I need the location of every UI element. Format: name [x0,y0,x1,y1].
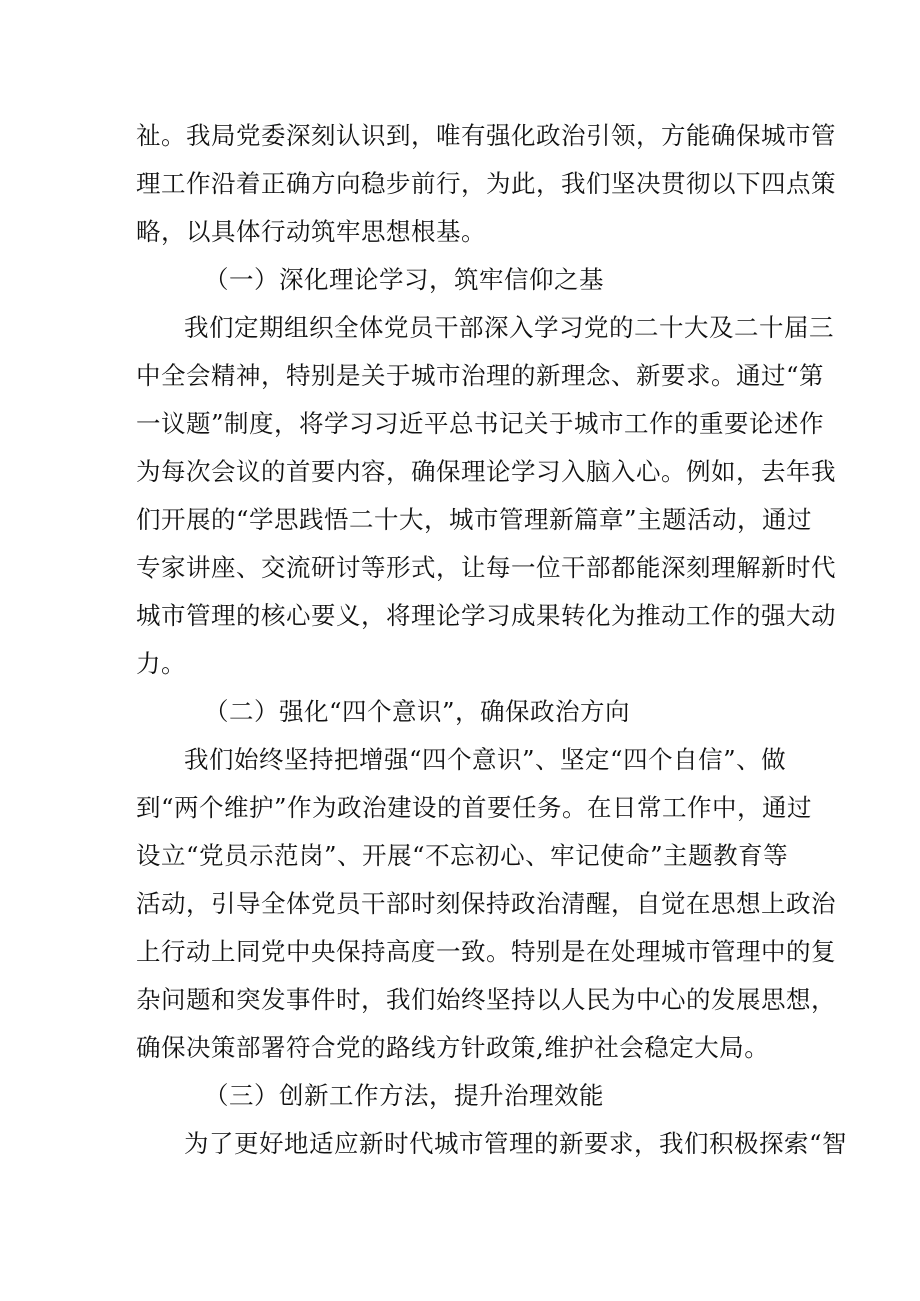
paragraph-line: 我们定期组织全体党员干部深入学习党的二十大及二十届三 [184,313,834,342]
paragraph-line: 略，以具体行动筑牢思想根基。 [136,217,486,246]
paragraph-line: 一议题”制度，将学习习近平总书记关于城市工作的重要论述作 [136,409,825,438]
paragraph-line: 我们始终坚持把增强“四个意识”、坚定“四个自信”、做 [184,745,787,774]
paragraph-line: 杂问题和突发事件时，我们始终坚持以人民为中心的发展思想， [136,985,836,1014]
paragraph-line: 们开展的“学思践悟二十大，城市管理新篇章”主题活动，通过 [136,505,813,534]
paragraph-line: 理工作沿着正确方向稳步前行，为此，我们坚决贯彻以下四点策 [136,169,836,198]
paragraph-line: 设立“党员示范岗”、开展“不忘初心、牢记使命”主题教育等 [136,841,789,870]
paragraph-line: 祉。我局党委深刻认识到，唯有强化政治引领，方能确保城市管 [136,121,836,150]
paragraph-line: 专家讲座、交流研讨等形式，让每一位干部都能深刻理解新时代 [136,553,836,582]
paragraph-line: 为了更好地适应新时代城市管理的新要求，我们积极探索“智 [184,1129,848,1158]
paragraph-line: 确保决策部署符合党的路线方针政策,维护社会稳定大局。 [136,1033,770,1062]
paragraph-line: 上行动上同党中央保持高度一致。特别是在处理城市管理中的复 [136,937,836,966]
section-heading-1: （一）深化理论学习，筑牢信仰之基 [204,265,604,294]
paragraph-line: 城市管理的核心要义，将理论学习成果转化为推动工作的强大动 [136,601,836,630]
section-heading-2: （二）强化“四个意识”，确保政治方向 [204,697,631,726]
paragraph-line: 为每次会议的首要内容，确保理论学习入脑入心。例如，去年我 [136,457,836,486]
document-page [136,112,848,1168]
section-heading-3: （三）创新工作方法，提升治理效能 [204,1081,604,1110]
paragraph-line: 活动，引导全体党员干部时刻保持政治清醒，自觉在思想上政治 [136,889,836,918]
paragraph-line: 到“两个维护”作为政治建设的首要任务。在日常工作中，通过 [136,793,813,822]
paragraph-line: 中全会精神，特别是关于城市治理的新理念、新要求。通过“第 [136,361,825,390]
paragraph-line: 力。 [136,649,186,678]
